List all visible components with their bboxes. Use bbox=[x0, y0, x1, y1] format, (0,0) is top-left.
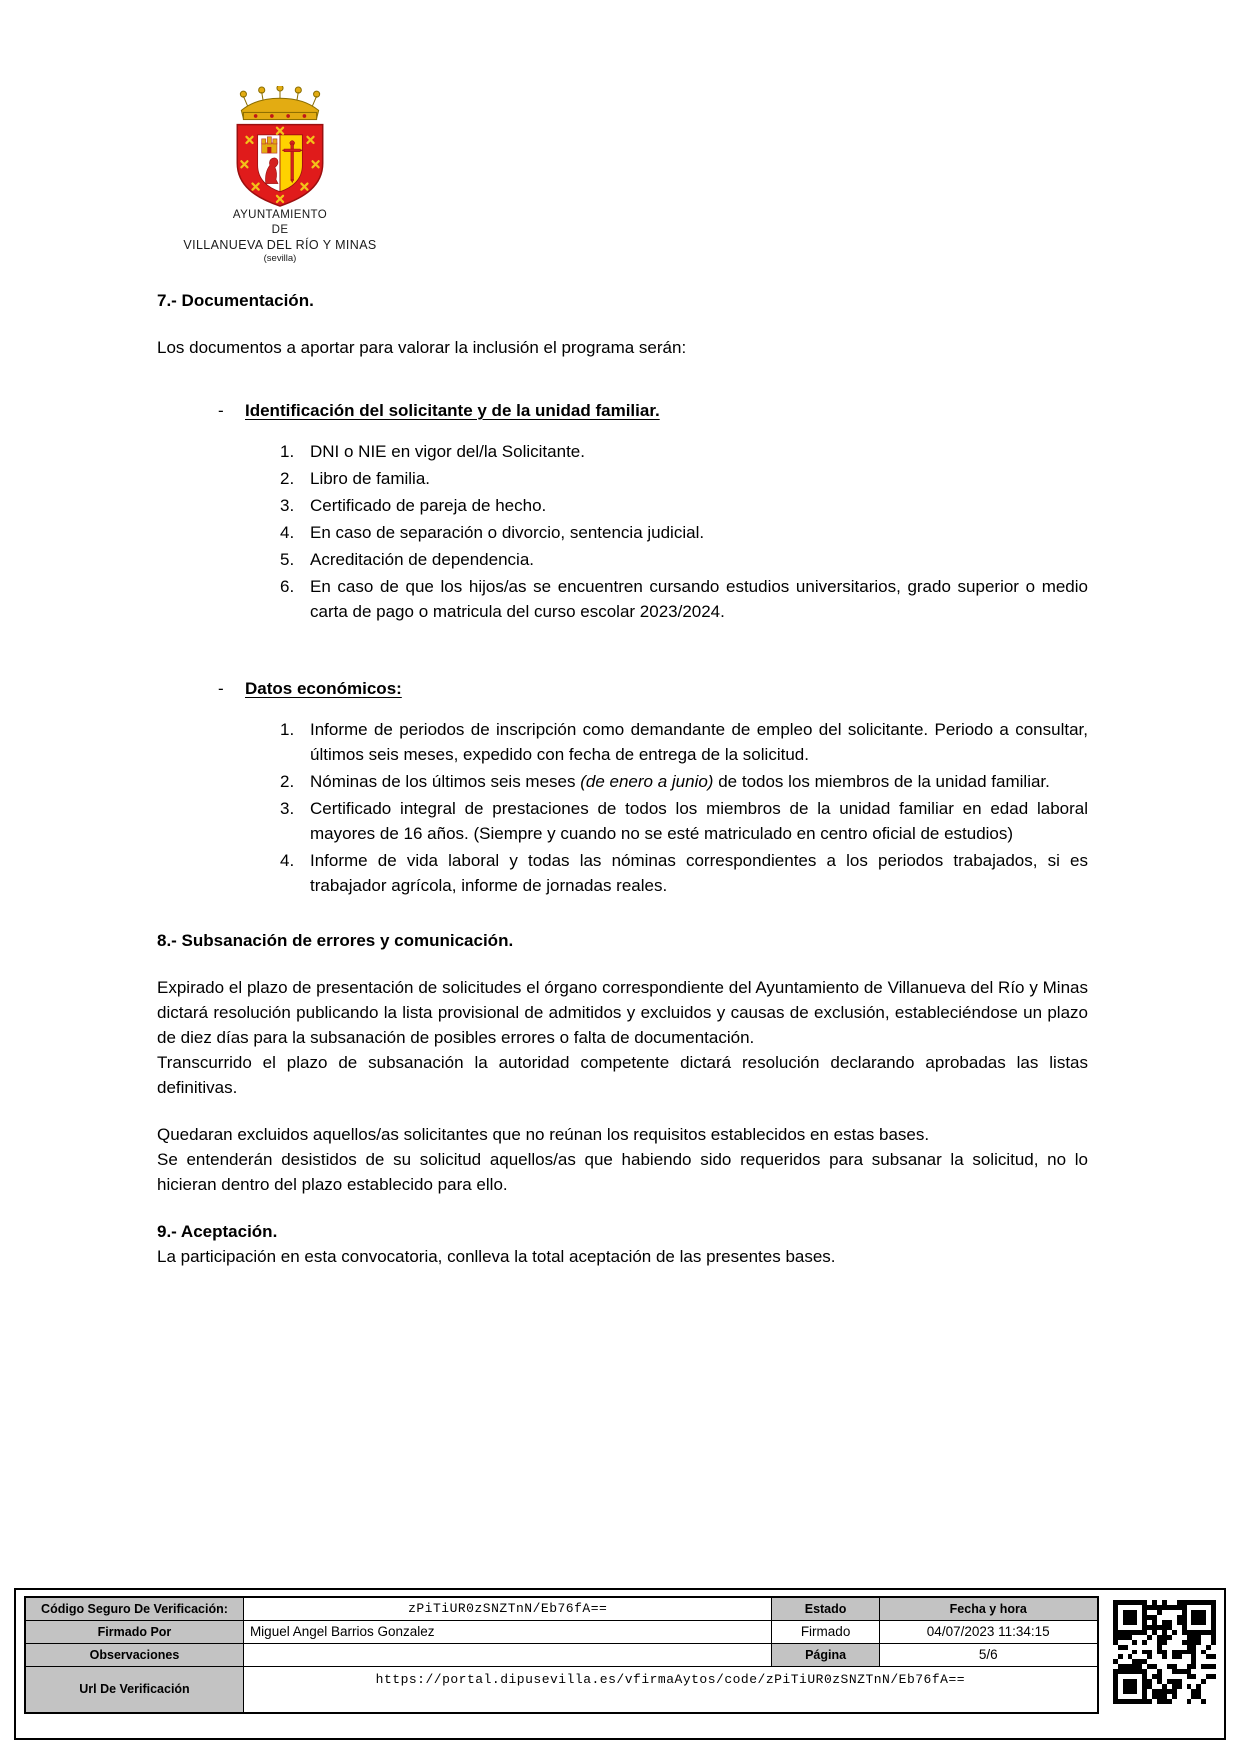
estado-header-cell: Estado bbox=[772, 1597, 879, 1620]
csv-value-cell: zPiTiUR0zSNZTnN/Eb76fA== bbox=[243, 1597, 772, 1620]
coat-of-arms-icon bbox=[219, 86, 341, 208]
list-item bbox=[280, 520, 1088, 545]
org-name-line-1: AYUNTAMIENTO bbox=[232, 209, 328, 221]
item-text: Certificado de pareja de hecho. bbox=[310, 496, 547, 515]
item-number: 2. bbox=[280, 772, 295, 791]
group-identificacion bbox=[157, 398, 1088, 624]
item-text: En caso de separación o divorcio, sentencia judicial. bbox=[310, 523, 705, 542]
item-number: 4. bbox=[280, 523, 295, 542]
group-heading: Identificación del solicitante y de la unidad familiar. bbox=[245, 401, 660, 420]
qr-code bbox=[1113, 1600, 1216, 1704]
group-dash: - bbox=[218, 401, 224, 420]
organization-header bbox=[146, 86, 414, 265]
item-text-pre: Nóminas de los últimos seis meses bbox=[310, 772, 581, 791]
list-item bbox=[280, 717, 1088, 767]
item-number: 4. bbox=[280, 851, 295, 870]
item-text-post: de todos los miembros de la unidad familiar. bbox=[713, 772, 1050, 791]
csv-label-cell: Código Seguro De Verificación: bbox=[25, 1597, 243, 1620]
url-value-cell: https://portal.dipusevilla.es/vfirmaAytos/code/zPiTiUR0zSNZTnN/Eb76fA== bbox=[243, 1666, 1097, 1713]
pagina-label-cell: Página bbox=[772, 1643, 879, 1666]
item-number: 1. bbox=[280, 442, 295, 461]
observaciones-value-cell bbox=[243, 1643, 772, 1666]
section-8-paragraph-2: Transcurrido el plazo de subsanación la autoridad competente dictará resolución declarando aprobadas las listas definitivas. bbox=[157, 1053, 1088, 1097]
list-item bbox=[280, 796, 1088, 846]
section-8-title: 8.- Subsanación de errores y comunicación. bbox=[157, 931, 514, 950]
org-name-line-2: DE bbox=[271, 224, 289, 236]
document-body bbox=[157, 288, 1088, 1269]
firmado-por-value-cell: Miguel Angel Barrios Gonzalez bbox=[243, 1620, 772, 1643]
fecha-header-cell: Fecha y hora bbox=[879, 1597, 1098, 1620]
url-label-cell: Url De Verificación bbox=[25, 1666, 243, 1713]
section-7-title: 7.- Documentación. bbox=[157, 291, 314, 310]
item-text-italic: (de enero a junio) bbox=[580, 772, 714, 791]
list-item bbox=[280, 547, 1088, 572]
item-number: 3. bbox=[280, 496, 295, 515]
section-9-title: 9.- Aceptación. bbox=[157, 1222, 278, 1241]
list-item bbox=[280, 769, 1088, 794]
item-text: Informe de vida laboral y todas las nóminas correspondientes a los periodos trabajados, si es trabajador agrícola, informe de jornadas reales. bbox=[310, 851, 1088, 895]
fecha-value-cell: 04/07/2023 11:34:15 bbox=[879, 1620, 1098, 1643]
item-text: Acreditación de dependencia. bbox=[310, 550, 534, 569]
section-9-body: La participación en esta convocatoria, conlleva la total aceptación de las presentes bases. bbox=[157, 1247, 836, 1266]
datos-economicos-list bbox=[157, 717, 1088, 898]
item-text: En caso de que los hijos/as se encuentren cursando estudios universitarios, grado superior o medio carta de pago o matricula del curso escolar 2023/2024. bbox=[310, 577, 1088, 621]
item-text bbox=[310, 769, 1088, 794]
list-item bbox=[280, 493, 1088, 518]
org-name-line-3: VILLANUEVA DEL RÍO Y MINAS bbox=[183, 238, 377, 252]
org-name-line-4: (sevilla) bbox=[263, 253, 297, 264]
group-dash: - bbox=[218, 679, 224, 698]
section-8-paragraph-3: Quedaran excluidos aquellos/as solicitantes que no reúnan los requisitos establecidos en estas bases. bbox=[157, 1125, 930, 1144]
item-text: Informe de periodos de inscripción como demandante de empleo del solicitante. Periodo a consultar, últimos seis meses, expedido con fecha de entrega de la solicitud. bbox=[310, 720, 1088, 764]
item-number: 3. bbox=[280, 799, 295, 818]
list-item bbox=[280, 439, 1088, 464]
list-item bbox=[280, 466, 1088, 491]
observaciones-label-cell: Observaciones bbox=[25, 1643, 243, 1666]
item-text: Libro de familia. bbox=[310, 469, 431, 488]
section-7-intro: Los documentos a aportar para valorar la inclusión el programa serán: bbox=[157, 338, 687, 357]
item-number: 6. bbox=[280, 577, 295, 596]
item-text: Certificado integral de prestaciones de todos los miembros de la unidad familiar en edad laboral mayores de 16 años. (Siempre y cuando no se esté matriculado en centro oficial de estudios) bbox=[310, 799, 1088, 843]
section-8-paragraph-1: Expirado el plazo de presentación de solicitudes el órgano correspondiente del Ayuntamiento de Villanueva del Río y Minas dictará resolución publicando la lista provisional de admitidos y excluidos y causas de exclusión, estableciéndose un plazo de diez días para la subsanación de posibles errores o falta de documentación. bbox=[157, 978, 1088, 1047]
list-item bbox=[280, 574, 1088, 624]
verification-footer bbox=[14, 1588, 1226, 1740]
list-item bbox=[280, 848, 1088, 898]
verification-table bbox=[24, 1596, 1099, 1714]
estado-value-cell: Firmado bbox=[772, 1620, 879, 1643]
firmado-por-label-cell: Firmado Por bbox=[25, 1620, 243, 1643]
group-datos-economicos bbox=[157, 676, 1088, 898]
item-number: 2. bbox=[280, 469, 295, 488]
item-number: 1. bbox=[280, 720, 295, 739]
pagina-value-cell: 5/6 bbox=[879, 1643, 1098, 1666]
item-text: DNI o NIE en vigor del/la Solicitante. bbox=[310, 442, 585, 461]
section-8-paragraph-4: Se entenderán desistidos de su solicitud aquellos/as que habiendo sido requeridos para subsanar la solicitud, no lo hicieran dentro del plazo establecido para ello. bbox=[157, 1150, 1088, 1194]
identificacion-list bbox=[157, 439, 1088, 624]
group-heading: Datos económicos: bbox=[245, 679, 402, 698]
item-number: 5. bbox=[280, 550, 295, 569]
